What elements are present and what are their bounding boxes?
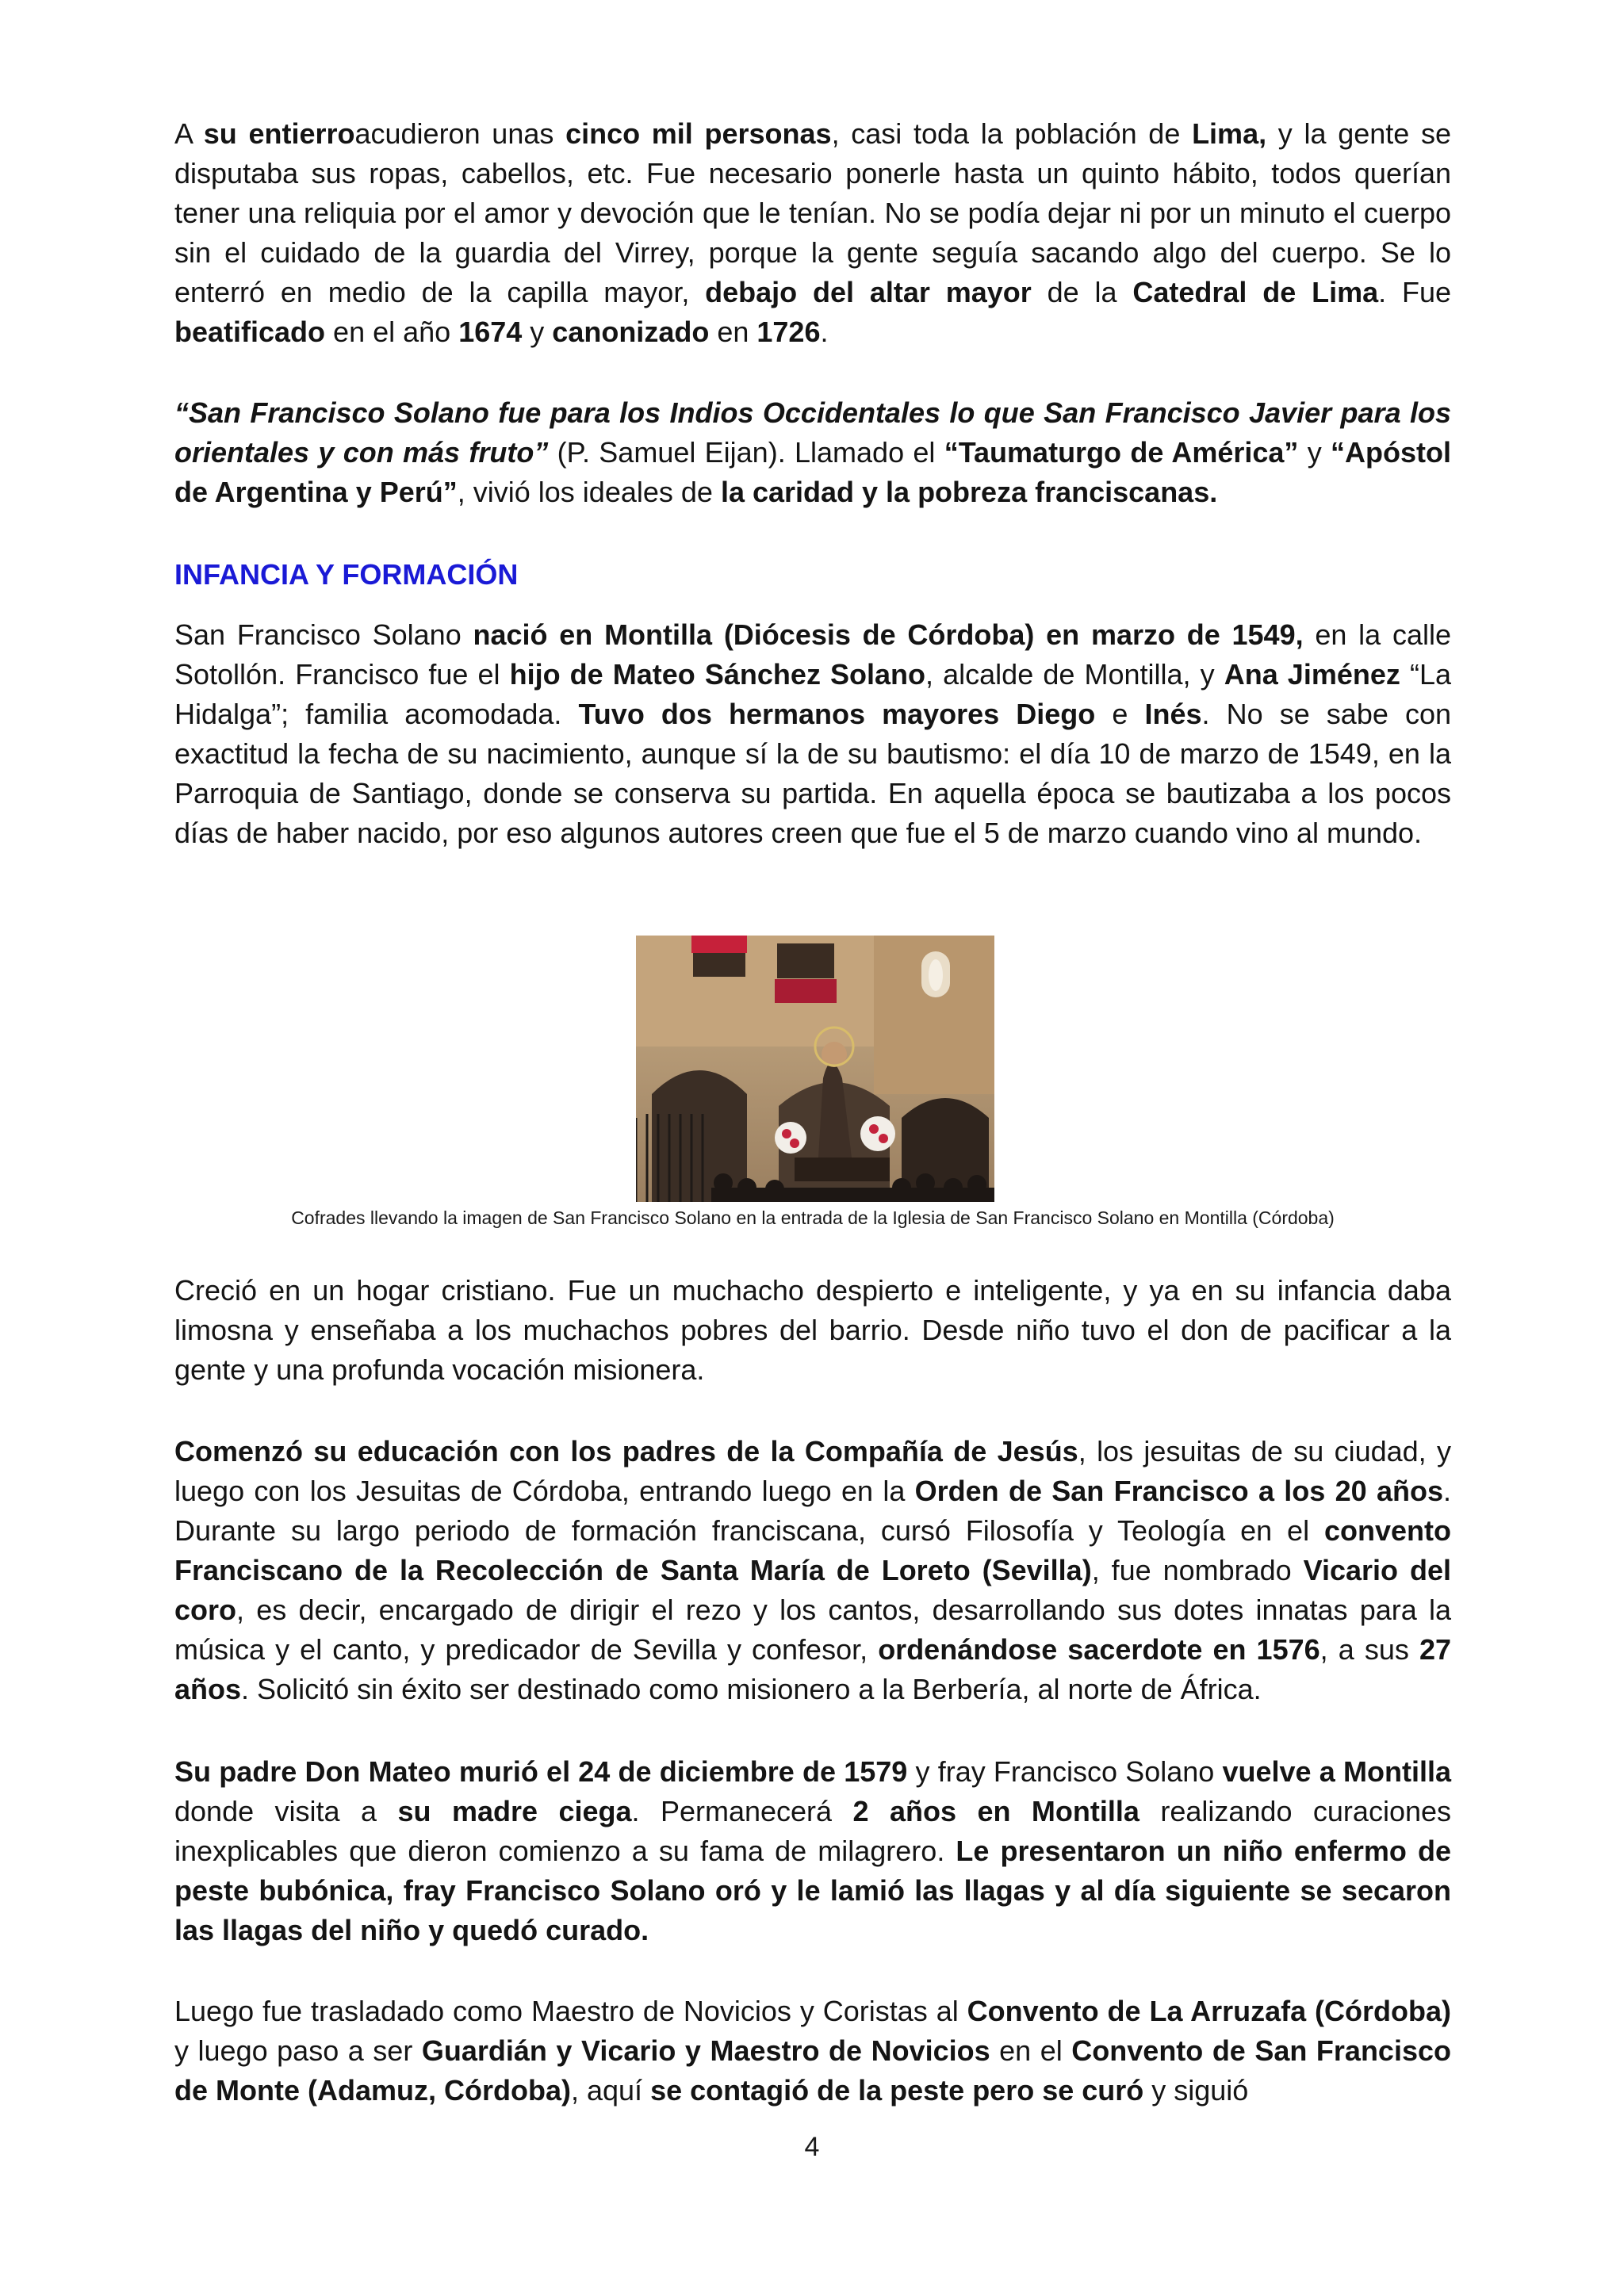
emphasis-run: Su padre Don Mateo murió el 24 de diciembre de 1579 [174,1755,908,1788]
emphasis-run: Ana Jiménez [1224,658,1400,691]
text-run: realizando curaciones inexplicables que dieron comienzo a su fama de milagrero. [174,1795,1452,1867]
emphasis-run: “Apóstol de Argentina y Perú” [174,436,1452,508]
text-run: , casi toda la población de [831,117,1193,150]
emphasis-run: cinco mil personas [565,117,832,150]
text-run: , alcalde de Montilla, y [925,658,1224,691]
emphasis-run: Catedral de Lima [1132,276,1379,308]
emphasis-run: Lima, [1192,117,1267,150]
text-run: en el año [325,316,459,348]
text-run: . Durante su largo periodo de formación franciscana, cursó Filosofía y Teología en el [174,1475,1451,1547]
paragraph [174,615,1451,853]
text-run: (P. Samuel Eijan). Llamado el [548,436,944,469]
emphasis-run: “Taumaturgo de América” [944,436,1299,469]
text-run: . No se sabe con exactitud la fecha de su nacimiento, aunque sí la de su bautismo: el día 10 de marzo de 1549, en la Parroquia de Santiago, donde se conserva su partida. En aquella época se bautizaba a los pocos días de haber nacido, por eso algunos autores creen que fue el 5 de marzo cuando vino al mundo. [174,698,1451,849]
text-run: , aquí [570,2074,651,2107]
text-run: de la [1031,276,1133,308]
emphasis-run: Tuvo dos hermanos mayores Diego [578,698,1096,730]
emphasis-run: vuelve a Montilla [1222,1755,1451,1788]
text-run: en [709,316,757,348]
text-run: en la calle Sotollón. Francisco fue el [174,618,1452,691]
emphasis-run: debajo del altar mayor [705,276,1032,308]
text-run: e [1095,698,1145,730]
emphasis-run: se contagió de la peste pero se curó [650,2074,1144,2107]
emphasis-run: 2 años en Montilla [852,1795,1139,1827]
text-run: , es decir, encargado de dirigir el rezo y los cantos, desarrollando sus dotes innatas para la música y el canto, y predicador de Sevilla y confesor, [174,1594,1451,1666]
emphasis-run: su entierro [203,117,355,150]
emphasis-run: 1726 [756,316,821,348]
paragraph [174,1432,1451,1709]
text-run: . Permanecerá [631,1795,853,1827]
emphasis-run: 1674 [458,316,523,348]
text-run: . Fue [1378,276,1452,308]
emphasis-run: convento Franciscano de la Recolección de Santa María de Loreto (Sevilla) [174,1514,1451,1586]
text-run: , vivió los ideales de [457,476,721,508]
text-run: y la gente se disputaba sus ropas, cabellos, etc. Fue necesario ponerle hasta un quinto hábito, todos querían tener una reliquia por el amor y devoción que le tenían. No se podía dejar ni por un minuto el cuerpo sin el cuidado de la guardia del Virrey, porque la gente seguía sacando algo del cuerpo. Se lo enterró en medio de la capilla mayor, [174,117,1452,308]
emphasis-run: su madre ciega [397,1795,632,1827]
text-run: , a sus [1320,1633,1419,1666]
paragraph [174,1992,1451,2110]
emphasis-run: Inés [1144,698,1202,730]
text-run: , fue nombrado [1091,1554,1304,1586]
text-run: y [1298,436,1331,469]
emphasis-run: canonizado [552,316,710,348]
text-run: . [820,316,829,348]
emphasis-run: Convento de La Arruzafa (Córdoba) [967,1995,1451,2027]
text-run: “La Hidalga”; familia acomodada. [174,658,1452,730]
emphasis-run: “San Francisco Solano fue para los Indios Occidentales lo que San Francisco Javier para los orientales y con más fruto” [174,396,1451,469]
text-run: San Francisco Solano [174,618,473,651]
emphasis-run: nació en Montilla (Diócesis de Córdoba) en marzo de 1549, [473,618,1304,651]
text-run: y [522,316,553,348]
procession-photo [636,936,994,1202]
paragraph [174,1752,1451,1950]
text-run: A [174,117,204,150]
emphasis-run: hijo de Mateo Sánchez Solano [509,658,926,691]
text-run: y fray Francisco Solano [907,1755,1223,1788]
text-run: Creció en un hogar cristiano. Fue un muchacho despierto e inteligente, y ya en su infancia daba limosna y enseñaba a los muchachos pobres del barrio. Desde niño tuvo el don de pacificar a la gente y una profunda vocación misionera. [174,1274,1451,1386]
emphasis-run: Guardián y Vicario y Maestro de Novicios [421,2034,990,2067]
figure-caption: Cofrades llevando la imagen de San Francisco Solano en la entrada de la Iglesia de San Francisco Solano en Montilla (Córdoba) [291,1207,1335,1228]
emphasis-run: beatificado [174,316,326,348]
text-run: acudieron unas [354,117,566,150]
emphasis-run: Orden de San Francisco a los 20 años [914,1475,1443,1507]
emphasis-run: ordenándose sacerdote en 1576 [878,1633,1320,1666]
text-run: Luego fue trasladado como Maestro de Novicios y Coristas al [174,1995,967,2027]
paragraph [174,393,1451,512]
text-run: , los jesuitas de su ciudad, y luego con los Jesuitas de Córdoba, entrando luego en la [174,1435,1452,1507]
text-run: . Solicitó sin éxito ser destinado como misionero a la Berbería, al norte de África. [241,1673,1262,1705]
paragraph [174,1271,1451,1390]
paragraph [174,114,1451,352]
emphasis-run: Vicario del coro [174,1554,1451,1626]
text-run: en el [990,2034,1072,2067]
page-number: 4 [804,2132,820,2162]
text-run: donde visita a [174,1795,398,1827]
emphasis-run: 27 años [174,1633,1451,1705]
emphasis-run: Convento de San Francisco de Monte (Adamuz, Córdoba) [174,2034,1451,2107]
text-run: y luego paso a ser [174,2034,422,2067]
text-run: y siguió [1143,2074,1249,2107]
emphasis-run: Le presentaron un niño enfermo de peste bubónica, fray Francisco Solano oró y le lamió las llagas y al día siguiente se secaron las llagas del niño y quedó curado. [174,1835,1451,1946]
emphasis-run: Comenzó su educación con los padres de la Compañía de Jesús [174,1435,1078,1468]
section-heading: INFANCIA Y FORMACIÓN [174,558,519,591]
emphasis-run: la caridad y la pobreza franciscanas. [720,476,1218,508]
